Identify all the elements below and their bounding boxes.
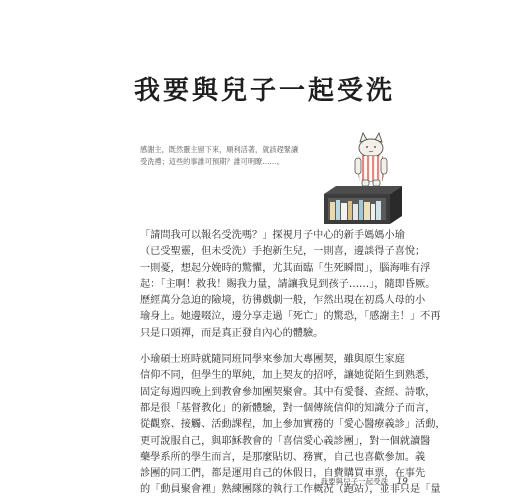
- body-line: （已受聖靈，但未受洗）手抱新生兒，一則喜，邊談得子喜悅；: [140, 246, 426, 258]
- body-line: 更可說服自己，與耶穌教會的「喜信愛心義診團」，對一個就讀醫: [140, 435, 431, 447]
- page-number: 19: [396, 477, 408, 487]
- intro-line: 感謝主，既然靈主留下來，順利活著，就該趕緊讓: [140, 145, 299, 154]
- paragraph-gap: [140, 342, 383, 352]
- chapter-intro: [140, 144, 316, 168]
- running-title: 我要與兒子一起受洗: [320, 477, 389, 486]
- body-line: 信仰不同，但學生的單純，加上契友的招呼，讓她從陌生到熟悉，: [140, 370, 436, 382]
- body-line: 診團的同工們，都是運用自己的休假日，自費購買車票，在事先: [140, 468, 426, 480]
- body-line: 瑜身上。她邊啜泣，邊分享走過「死亡」的驚恐，「感謝主！」不再: [140, 311, 441, 323]
- body-line: 都是很「基督教化」的新體驗，對一個傳統信仰的知識分子而言，: [140, 402, 436, 414]
- body-line: 固定每週四晚上到教會參加團契聚會。其中有愛餐、查經、詩歌，: [140, 386, 436, 398]
- body-line: 「請問我可以報名受洗嗎？」探視月子中心的新手媽媽小瑜: [140, 230, 405, 241]
- body-line: 歷經萬分急迫的險境，彷彿戲劇一般，乍然出現在初爲人母的小: [140, 295, 426, 307]
- body-line: 只是口頭禪，而是真正發自內心的體驗。: [140, 327, 324, 339]
- body-line: 小瑜碩士班時就隨同班同學來參加大專團契，雖與原生家庭: [140, 354, 405, 366]
- body-line: 從觀察、接觸、活動課程，加上參加實務的「愛心醫療義診」活動，: [140, 419, 446, 431]
- body-line: 藥學系所的學生而言，是那麼貼切、務實，自己也喜歡參加。義: [140, 451, 426, 463]
- body-line: 起：「主啊！救我！賜我力量，請讓我見到孩子……」，隨即昏厥。: [140, 278, 436, 290]
- bookshelf: [324, 186, 402, 224]
- cat-on-bookshelf-illustration: [322, 128, 404, 226]
- cat-figure: [355, 133, 387, 186]
- page-footer: [321, 476, 408, 487]
- intro-line: 受洗禮；這些的事誰可預期？誰可明瞭……。: [140, 157, 284, 166]
- body-line: 一則憂，想起分娩時的驚懼，尤其面臨「生死瞬間」，腦海唯有浮: [140, 262, 431, 274]
- body-line: 的「動員聚會裡」熟練團隊的執行工作概況（跑站），並非只是「量: [140, 484, 441, 496]
- chapter-title: 我要與兒子一起受洗: [134, 76, 396, 106]
